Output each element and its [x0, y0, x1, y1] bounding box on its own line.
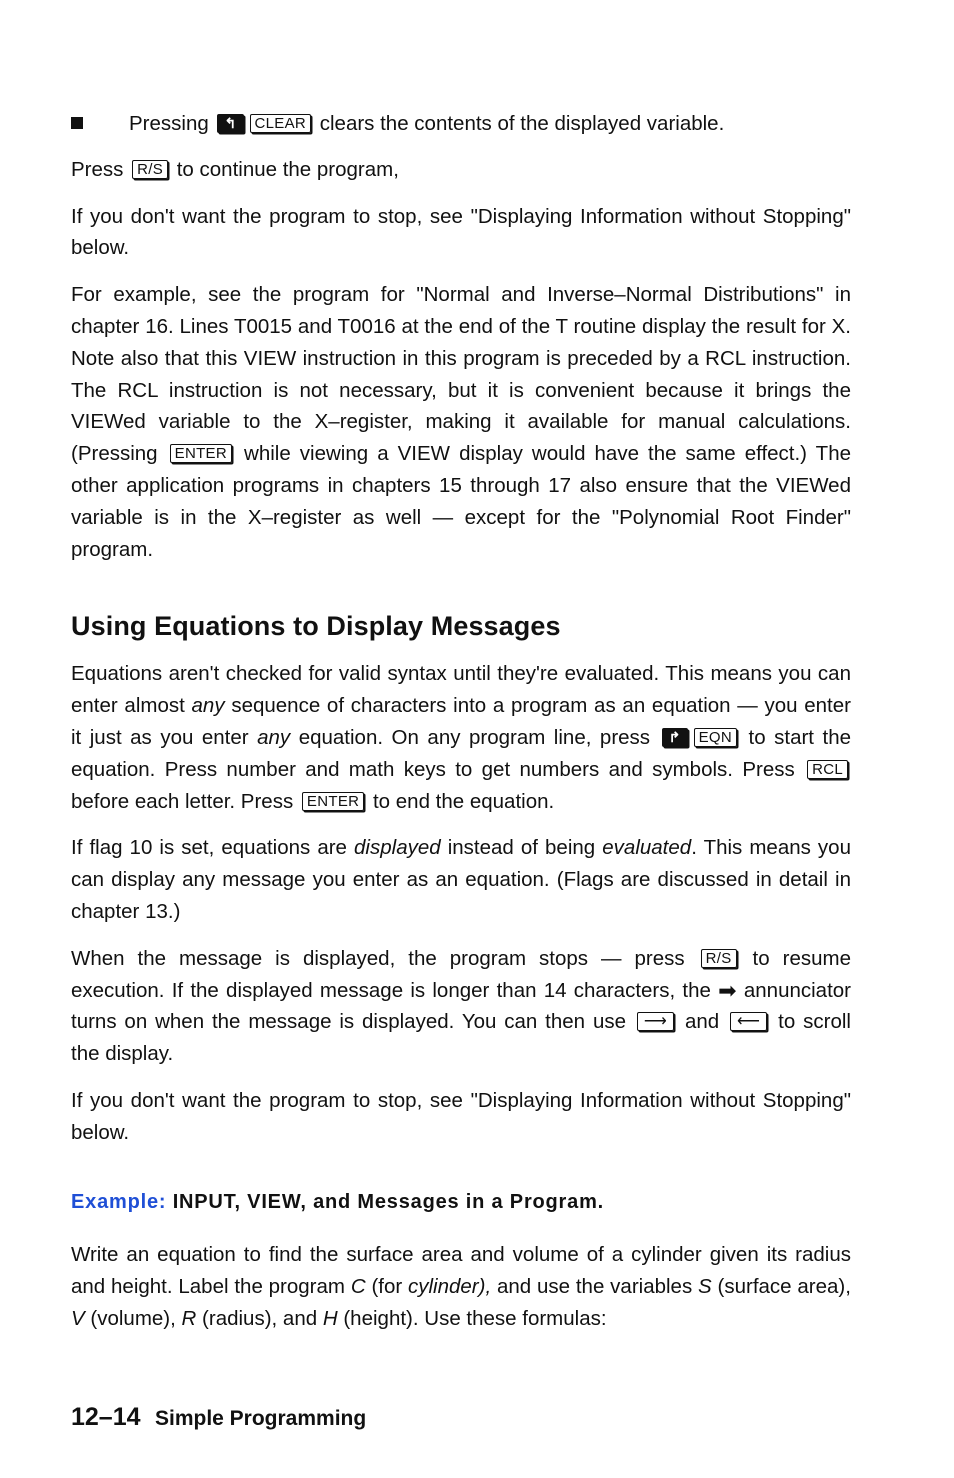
eq-text-2: sequence of characters into a program as an equation — you enter it just as you enter	[71, 694, 851, 749]
page-content	[71, 108, 851, 1335]
press-text-before: Press	[71, 157, 124, 181]
para-write-equation	[71, 1239, 851, 1334]
eq-text-3: equation. On any program line, press	[298, 725, 651, 749]
example-title: INPUT, VIEW, and Messages in a Program.	[172, 1190, 605, 1213]
msg-text-1: When the message is displayed, the program stops — press	[71, 946, 685, 970]
page-number: 12–14	[71, 1403, 141, 1431]
example-text-before: For example, see the program for "Normal and Inverse–Normal Distributions" in chapter 16. Lines T0015 and T0016 at the end of the T routine display the result for X. Note also that this VIEW instruction in this program is preceded by a RCL instruction. The RCL instruction is not necessary, but it is convenient because it brings the VIEWed variable to the X–register, making it available for manual calculations. (Pressing	[71, 283, 851, 466]
eq-emphasis-any-1: any	[191, 694, 225, 718]
clear-key: CLEAR	[250, 114, 312, 133]
enter-key: ENTER	[170, 444, 232, 463]
write-emphasis-r: R	[181, 1306, 197, 1330]
enter-key-2: ENTER	[302, 792, 364, 811]
flag-emphasis-evaluated: evaluated	[602, 836, 692, 860]
eq-text-4: to start the equation. Press number and math keys to get numbers and symbols. Press	[71, 725, 852, 781]
write-text-2: (for	[371, 1275, 403, 1299]
eq-text-6: to end the equation.	[372, 789, 555, 813]
eq-text-5: before each letter. Press	[71, 789, 294, 813]
msg-text-4: and	[684, 1010, 720, 1034]
write-emphasis-cylinder: cylinder),	[408, 1275, 492, 1299]
flag-emphasis-displayed: displayed	[354, 836, 441, 860]
write-emphasis-s: S	[698, 1275, 712, 1299]
left-arrow-key: ⟵	[730, 1012, 767, 1031]
eq-emphasis-any-2: any	[257, 725, 291, 749]
bullet-text-after: clears the contents of the displayed variable.	[319, 112, 725, 135]
shift-right-key: ↱	[662, 728, 688, 747]
rs-key-2: R/S	[701, 949, 737, 968]
eq-text-1: Equations aren't checked for valid syntax until they're evaluated. This means you can enter almost	[71, 662, 851, 718]
para-dont-stop-2: If you don't want the program to stop, see "Displaying Information without Stopping" below.	[71, 1088, 851, 1144]
write-text-1: Write an equation to find the surface area and volume of a cylinder given its radius and height. Label the program	[71, 1243, 851, 1299]
para-message-displayed	[71, 943, 851, 1070]
bullet-clear	[71, 108, 851, 140]
para-press	[71, 154, 851, 186]
msg-text-5: to scroll the display.	[71, 1010, 851, 1066]
write-emphasis-v: V	[71, 1306, 85, 1330]
write-text-6: (radius), and	[202, 1306, 318, 1330]
eqn-key: EQN	[694, 728, 737, 747]
section-heading: Using Equations to Display Messages	[71, 611, 561, 642]
bullet-text	[129, 108, 724, 140]
right-arrow-annunciator-icon: ➡	[718, 977, 737, 1003]
write-text-4: (surface area),	[717, 1275, 851, 1299]
shift-left-key: ↰	[217, 114, 243, 133]
right-arrow-key: ⟶	[637, 1012, 674, 1031]
rcl-key: RCL	[807, 760, 848, 779]
flag-text-2: instead of being	[447, 836, 596, 860]
press-text-after: to continue the program,	[176, 157, 399, 181]
write-text-3: and use the variables	[496, 1275, 693, 1299]
page-footer	[71, 1403, 366, 1432]
para-dont-stop-1: If you don't want the program to stop, see "Displaying Information without Stopping" below.	[71, 204, 851, 260]
bullet-square-icon	[71, 117, 83, 129]
write-text-7: (height). Use these formulas:	[343, 1306, 607, 1330]
write-emphasis-c: C	[350, 1275, 366, 1299]
bullet-text-before: Pressing	[129, 112, 209, 135]
para-flag-10	[71, 832, 851, 927]
para-equations	[71, 658, 851, 817]
flag-text-1: If flag 10 is set, equations are	[71, 836, 347, 860]
para-example-program	[71, 279, 851, 565]
example-text-after: while viewing a VIEW display would have the same effect.) The other application programs in chapters 15 through 17 also ensure that the VIEWed variable is in the X–register as well — except for the "Polynomial Root Finder" program.	[71, 442, 851, 561]
example-heading	[71, 1187, 851, 1219]
msg-text-2: to resume execution. If the displayed message is longer than 14 characters, the	[71, 946, 851, 1002]
example-tag: Example:	[71, 1190, 167, 1213]
flag-text-3: . This means you can display any message you enter as an equation. (Flags are discussed in detail in chapter 13.)	[71, 836, 851, 923]
rs-key: R/S	[132, 160, 168, 179]
section-name: Simple Programming	[154, 1407, 367, 1430]
write-emphasis-h: H	[322, 1306, 338, 1330]
write-text-5: (volume),	[90, 1306, 176, 1330]
msg-text-3: annunciator turns on when the message is displayed. You can then use	[71, 978, 851, 1034]
